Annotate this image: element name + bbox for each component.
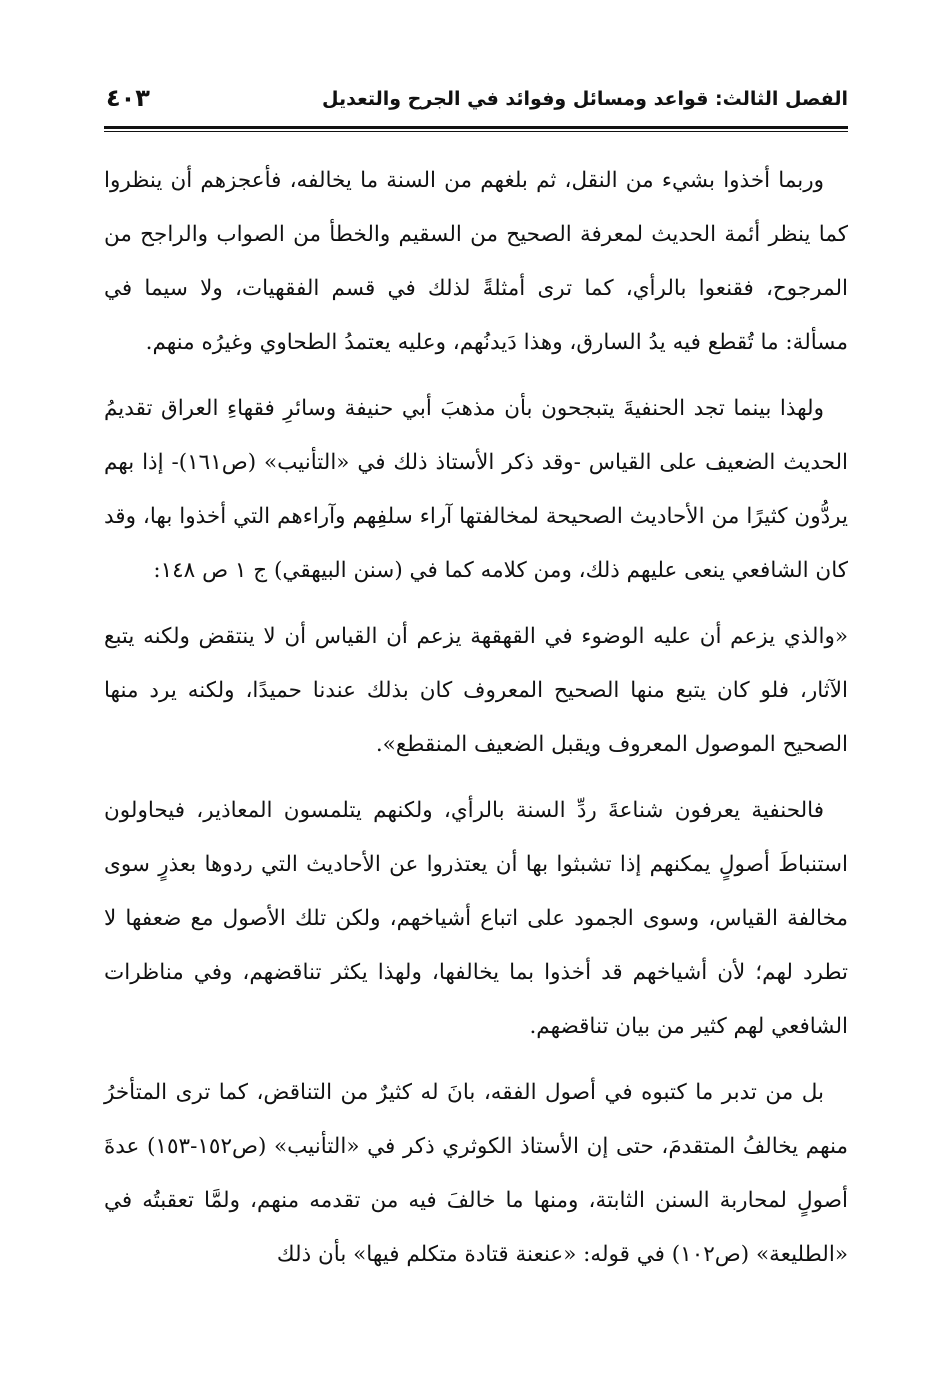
paragraph: ولهذا بينما تجد الحنفيةَ يتبجحون بأن مذهبَ أبي حنيفة وسائرِ فقهاءِ العراق تقديمُ الحديث الضعيف على القياس -وقد ذكر الأستاذ ذلك في «التأنيب» (ص١٦١)- إذا بهم يردُّون كثيرًا من الأحاديث الصحيحة لمخالفتها آراء سلفِهم وآراءهم التي أخذوا بها، وقد كان الشافعي ينعى عليهم ذلك، ومن كلامه كما في (سنن البيهقي) ج ١ ص ١٤٨: [104,396,849,583]
paragraph: وربما أخذوا بشيء من النقل، ثم بلغهم من السنة ما يخالفه، فأعجزهم أن ينظروا كما ينظر أئمة الحديث لمعرفة الصحيح من السقيم والخطأ من الصواب والراجح من المرجوح، فقنعوا بالرأي، كما ترى أمثلةً لذلك في قسم الفقهيات، ولا سيما في مسألة: ما تُقطع فيه يدُ السارق، وهذا دَيدنُهم، وعليه يعتمدُ الطحاوي وغيرُه منهم. [104,168,848,355]
header-rule-thin [104,131,848,132]
paragraph: فالحنفية يعرفون شناعةَ ردِّ السنة بالرأي، ولكنهم يتلمسون المعاذير، فيحاولون استنباطَ أصولٍ يمكنهم إذا تشبثوا بها أن يعتذروا عن الأحاديث التي ردوها بعذرٍ سوى مخالفة القياس، وسوى الجمود على اتباع أشياخهم، ولكن تلك الأصول مع ضعفها لا تطرد لهم؛ لأن أشياخهم قد أخذوا بما يخالفها، ولهذا يكثر تناقضهم، وفي مناظرات الشافعي لهم كثير من بيان تناقضهم. [104,798,848,1039]
body-text [104,154,848,1329]
running-head: الفصل الثالث: قواعد ومسائل وفوائد في الجرح والتعديل [322,88,848,110]
header-rule [104,126,848,129]
page-header [104,84,848,130]
page-number: ٤٠٣ [106,84,150,112]
paragraph: بل من تدبر ما كتبوه في أصول الفقه، بانَ له كثيرٌ من التناقض، كما ترى المتأخرُ منهم يخالفُ المتقدمَ، حتى إن الأستاذ الكوثري ذكر في «التأنيب» (ص١٥٢-١٥٣) عدةَ أصولٍ لمحاربة السنن الثابتة، ومنها ما خالفَ فيه من تقدمه منهم، ولمَّا تعقبتُه في «الطليعة» (ص١٠٢) في قوله: «عنعنة قتادة متكلم فيها» بأن ذلك [104,1080,848,1267]
quote-paragraph: «والذي يزعم أن عليه الوضوء في القهقهة يزعم أن القياس أن لا ينتقض ولكنه يتبع الآثار، فلو كان يتبع منها الصحيح المعروف كان بذلك عندنا حميدًا، ولكنه يرد منها الصحيح الموصول المعروف ويقبل الضعيف المنقطع». [104,624,848,757]
